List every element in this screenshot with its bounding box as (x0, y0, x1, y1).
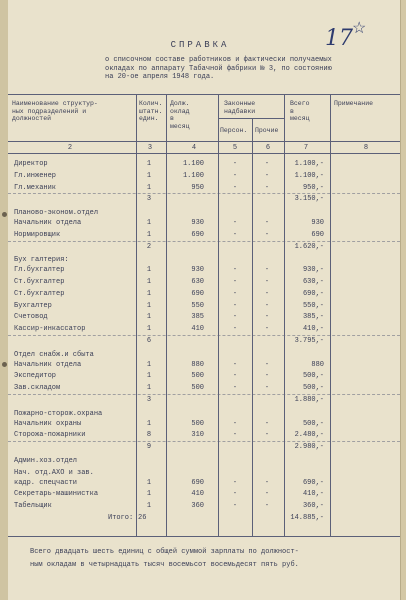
grand-total-label: Итого: (108, 514, 134, 522)
subtotal-rule (8, 241, 400, 242)
allowance-personal: - (232, 171, 238, 180)
salary-value: 500 (191, 384, 204, 393)
subtotal-count: 2 (146, 242, 152, 251)
salary-value: 930 (191, 266, 204, 275)
header-allowance-other: Прочие (255, 127, 279, 134)
monthly-total: 690,- (302, 289, 324, 298)
allowance-personal: - (232, 478, 238, 487)
table-row (0, 372, 400, 381)
monthly-total: 950,- (302, 183, 324, 192)
subtotal-row (0, 243, 400, 252)
salary-value: 410 (191, 325, 204, 334)
allowance-other: - (264, 289, 270, 298)
salary-value: 385 (191, 313, 204, 322)
header-rule (8, 141, 400, 142)
position-name: Сторожа-пожарники (14, 431, 86, 440)
section-heading (0, 209, 400, 218)
allowance-other: - (264, 266, 270, 275)
table-row (0, 313, 400, 322)
subtotal-row (0, 443, 400, 452)
table-row (0, 302, 400, 311)
handwritten-page-number: 17 (325, 26, 353, 51)
section-heading (0, 256, 400, 265)
salary-value: 690 (191, 478, 204, 487)
salary-value: 690 (191, 230, 204, 239)
allowance-other: - (264, 160, 270, 168)
staff-count: 1 (146, 419, 152, 428)
monthly-total: 410,- (302, 325, 324, 334)
header-salary: Долж. оклад в месяц (170, 100, 190, 130)
allowance-other: - (264, 431, 270, 440)
salary-value: 500 (191, 372, 204, 381)
table-row (0, 431, 400, 440)
document-title: СПРАВКА (170, 40, 230, 50)
salary-value: 550 (191, 301, 204, 310)
allowance-personal: - (232, 360, 238, 369)
position-name: Ст.бухгалтер (14, 289, 65, 298)
staff-count: 1 (146, 289, 152, 298)
monthly-total: 690 (311, 230, 324, 239)
grand-total-value: 14.885,- (290, 514, 324, 522)
allowance-other: - (264, 313, 270, 322)
monthly-total: 360,- (302, 502, 324, 511)
salary-value: 1.100 (182, 171, 204, 180)
subtotal-total: 1.620,- (294, 242, 324, 251)
grand-total-row (0, 514, 400, 523)
allowance-personal: - (232, 325, 238, 334)
allowance-personal: - (232, 502, 238, 511)
allowance-personal: - (232, 490, 238, 499)
column-numbers-rule (8, 153, 400, 154)
allowance-other: - (264, 478, 270, 487)
handwritten-mark: ☆ (352, 18, 367, 37)
monthly-total: 690,- (302, 478, 324, 487)
subtotal-row (0, 195, 400, 204)
table-row (0, 290, 400, 299)
allowance-subheader-rule (218, 118, 284, 119)
table-row (0, 479, 400, 488)
monthly-total: 550,- (302, 301, 324, 310)
table-row (0, 172, 400, 181)
position-name: Начальник отдела (14, 360, 82, 369)
staff-count: 1 (146, 490, 152, 499)
position-name: Счетовод (14, 313, 48, 322)
subtotal-total: 1.880,- (294, 396, 324, 404)
document-subtitle: о списочном составе работников и фактически получаемых окладах по аппарату Табачной фабрики № 3, по состоянию на 20-ое апреля 1948 года. (105, 56, 332, 81)
subtotal-row (0, 396, 400, 405)
subtotal-row (0, 337, 400, 346)
position-name: Бухгалтер (14, 301, 52, 310)
allowance-personal: - (232, 384, 238, 393)
header-note: Примечание (334, 100, 374, 107)
subtotal-rule (8, 335, 400, 336)
allowance-personal: - (232, 419, 238, 428)
staff-count: 1 (146, 360, 152, 369)
salary-value: 310 (191, 431, 204, 440)
header-staff-count: Колич. штатн. един. (139, 100, 163, 122)
salary-value: 630 (191, 278, 204, 286)
table-row (0, 219, 400, 228)
column-number: 4 (191, 144, 197, 152)
monthly-total: 410,- (302, 490, 324, 499)
column-number: 3 (147, 144, 153, 152)
subtotal-count: 6 (146, 337, 152, 345)
staff-count: 1 (146, 183, 152, 192)
position-name: Гл.бухгалтер (14, 266, 65, 275)
header-allowance-interest: Персон. (220, 127, 248, 134)
table-bottom-rule (8, 536, 400, 537)
table-row (0, 266, 400, 275)
staff-count: 1 (146, 384, 152, 393)
allowance-personal: - (232, 301, 238, 310)
table-row (0, 278, 400, 287)
subtotal-rule (8, 394, 400, 395)
position-name: кадр. спецчасти (14, 478, 78, 487)
subtotal-count: 3 (146, 195, 152, 204)
salary-value: 930 (191, 219, 204, 227)
position-name: Директор (14, 160, 48, 168)
table-row (0, 384, 400, 393)
grand-total-count: 26 (138, 514, 147, 522)
position-name: Кассир-инкассатор (14, 325, 86, 334)
table-row (0, 325, 400, 334)
table-row (0, 502, 400, 511)
staff-count: 1 (146, 502, 152, 511)
staff-count: 1 (146, 219, 152, 227)
monthly-total: 500,- (302, 372, 324, 381)
header-total: Всего в месяц (290, 100, 310, 122)
staff-count: 1 (146, 278, 152, 286)
subtotal-total: 2.980,- (294, 443, 324, 452)
subtotal-count: 9 (146, 443, 152, 452)
section-heading (0, 469, 400, 478)
table-row (0, 160, 400, 169)
table-row (0, 184, 400, 193)
monthly-total: 385,- (302, 313, 324, 322)
section-title: Админ.хоз.отдел (14, 457, 78, 465)
monthly-total: 1.100,- (294, 160, 324, 168)
subtotal-rule (8, 193, 400, 194)
allowance-personal: - (232, 230, 238, 239)
subtotal-total: 3.150,- (294, 195, 324, 204)
staff-count: 1 (146, 325, 152, 334)
staff-count: 1 (146, 313, 152, 322)
table-top-rule (8, 94, 400, 95)
staff-count: 8 (146, 431, 152, 440)
allowance-personal: - (232, 266, 238, 275)
staff-count: 1 (146, 478, 152, 487)
allowance-personal: - (232, 372, 238, 381)
monthly-total: 1.100,- (294, 171, 324, 180)
header-allowances: Законные надбавки (224, 100, 256, 115)
allowance-other: - (264, 278, 270, 286)
allowance-personal: - (232, 431, 238, 440)
table-row (0, 420, 400, 429)
subtotal-rule (8, 441, 400, 442)
allowance-other: - (264, 183, 270, 192)
table-row (0, 490, 400, 499)
monthly-total: 930 (311, 219, 324, 227)
monthly-total: 880 (311, 360, 324, 369)
section-title: Отдел снабж.и сбыта (14, 350, 94, 359)
monthly-total: 2.480,- (294, 431, 324, 440)
table-row (0, 361, 400, 370)
allowance-other: - (264, 219, 270, 227)
position-name: Экспедитор (14, 372, 57, 381)
allowance-other: - (264, 301, 270, 310)
allowance-other: - (264, 171, 270, 180)
allowance-other: - (264, 384, 270, 393)
section-heading (0, 457, 400, 466)
section-title: Нач. отд.АХО и зав. (14, 468, 94, 477)
subtotal-total: 3.795,- (294, 337, 324, 345)
allowance-other: - (264, 490, 270, 499)
allowance-personal: - (232, 219, 238, 227)
monthly-total: 630,- (302, 278, 324, 286)
allowance-personal: - (232, 289, 238, 298)
closing-note: Всего двадцать шесть единиц с общей суммой зарплаты по должност- ным окладам в четырнадцать тысяч восемьсот восемьдесят пять руб. (30, 548, 299, 569)
column-number: 2 (67, 144, 73, 152)
column-number: 6 (265, 144, 271, 152)
allowance-personal: - (232, 313, 238, 322)
staff-count: 1 (146, 230, 152, 239)
salary-value: 690 (191, 289, 204, 298)
staff-count: 1 (146, 301, 152, 310)
section-heading (0, 410, 400, 419)
allowance-other: - (264, 372, 270, 381)
position-name: Зав.складом (14, 384, 61, 393)
position-name: Нормировщик (14, 230, 61, 239)
salary-value: 410 (191, 490, 204, 499)
salary-value: 360 (191, 502, 204, 511)
section-heading (0, 351, 400, 360)
table-row (0, 231, 400, 240)
allowance-personal: - (232, 160, 238, 168)
column-number: 8 (363, 144, 369, 152)
subtotal-count: 3 (146, 396, 152, 404)
position-name: Начальник отдела (14, 219, 82, 227)
position-name: Начальник охраны (14, 419, 82, 428)
section-title: Бух галтерия: (14, 256, 69, 265)
allowance-other: - (264, 230, 270, 239)
staff-count: 1 (146, 266, 152, 275)
section-title: Планово-эконом.отдел (14, 209, 99, 218)
staff-count: 1 (146, 171, 152, 180)
position-name: Гл.инженер (14, 171, 57, 180)
monthly-total: 930,- (302, 266, 324, 275)
allowance-other: - (264, 360, 270, 369)
allowance-personal: - (232, 183, 238, 192)
salary-value: 1.100 (182, 160, 204, 168)
staff-count: 1 (146, 372, 152, 381)
position-name: Секретарь-машинистка (14, 490, 99, 499)
allowance-other: - (264, 419, 270, 428)
salary-value: 500 (191, 419, 204, 428)
salary-value: 880 (191, 360, 204, 369)
header-unit-name: Наименование структур- ных подразделений и должностей (12, 100, 98, 122)
position-name: Табельщик (14, 502, 52, 511)
column-number: 7 (303, 144, 309, 152)
monthly-total: 500,- (302, 419, 324, 428)
staff-count: 1 (146, 160, 152, 168)
allowance-other: - (264, 502, 270, 511)
salary-value: 950 (191, 183, 204, 192)
allowance-personal: - (232, 278, 238, 286)
allowance-other: - (264, 325, 270, 334)
section-title: Пожарно-сторож.охрана (14, 409, 103, 418)
column-number: 5 (232, 144, 238, 152)
monthly-total: 500,- (302, 384, 324, 393)
position-name: Гл.механик (14, 183, 57, 192)
position-name: Ст.бухгалтер (14, 278, 65, 286)
